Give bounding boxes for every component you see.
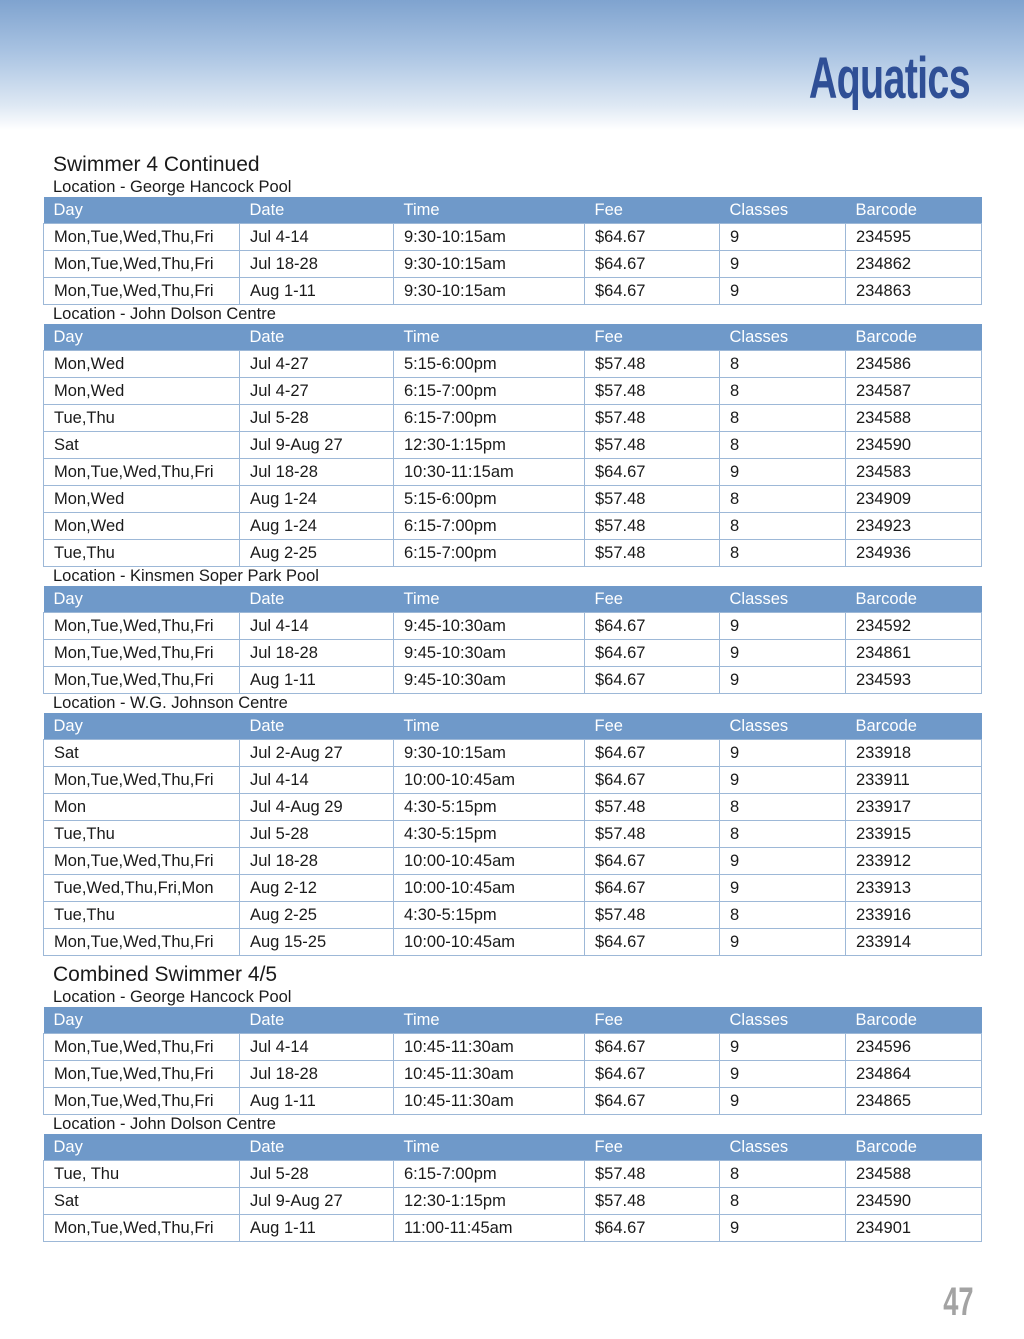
section-title: Combined Swimmer 4/5	[53, 963, 278, 986]
cell-barcode: 234596	[846, 1034, 982, 1061]
cell-time: 4:30-5:15pm	[394, 794, 585, 821]
cell-date: Aug 1-24	[240, 513, 394, 540]
schedule-table	[43, 713, 982, 956]
cell-barcode: 234923	[846, 513, 982, 540]
location-label: Location - George Hancock Pool	[53, 178, 292, 196]
cell-day: Mon,Tue,Wed,Thu,Fri	[44, 848, 240, 875]
cell-barcode: 233917	[846, 794, 982, 821]
cell-barcode: 233915	[846, 821, 982, 848]
cell-fee: $64.67	[585, 667, 720, 694]
column-header-fee: Fee	[585, 586, 720, 613]
column-header-time: Time	[394, 197, 585, 224]
cell-fee: $64.67	[585, 929, 720, 956]
column-header-classes: Classes	[720, 1007, 846, 1034]
cell-date: Aug 2-12	[240, 875, 394, 902]
table-row	[44, 1088, 982, 1115]
cell-time: 4:30-5:15pm	[394, 821, 585, 848]
cell-day: Mon,Tue,Wed,Thu,Fri	[44, 459, 240, 486]
cell-classes: 8	[720, 1161, 846, 1188]
cell-barcode: 233918	[846, 740, 982, 767]
cell-fee: $57.48	[585, 902, 720, 929]
cell-barcode: 234590	[846, 1188, 982, 1215]
cell-classes: 9	[720, 1215, 846, 1242]
cell-time: 9:30-10:15am	[394, 224, 585, 251]
cell-barcode: 234901	[846, 1215, 982, 1242]
cell-time: 9:30-10:15am	[394, 251, 585, 278]
cell-time: 9:45-10:30am	[394, 640, 585, 667]
cell-time: 9:30-10:15am	[394, 740, 585, 767]
cell-date: Aug 1-11	[240, 278, 394, 305]
cell-day: Mon,Tue,Wed,Thu,Fri	[44, 613, 240, 640]
column-header-time: Time	[394, 1134, 585, 1161]
cell-time: 5:15-6:00pm	[394, 351, 585, 378]
cell-classes: 9	[720, 667, 846, 694]
cell-date: Aug 15-25	[240, 929, 394, 956]
cell-day: Mon,Tue,Wed,Thu,Fri	[44, 224, 240, 251]
table-row	[44, 667, 982, 694]
cell-date: Jul 5-28	[240, 405, 394, 432]
cell-date: Jul 4-14	[240, 224, 394, 251]
cell-barcode: 234936	[846, 540, 982, 567]
cell-day: Tue,Wed,Thu,Fri,Mon	[44, 875, 240, 902]
cell-barcode: 234590	[846, 432, 982, 459]
cell-barcode: 234863	[846, 278, 982, 305]
column-header-barcode: Barcode	[846, 324, 982, 351]
cell-barcode: 234862	[846, 251, 982, 278]
cell-time: 12:30-1:15pm	[394, 1188, 585, 1215]
cell-classes: 8	[720, 821, 846, 848]
column-header-day: Day	[44, 324, 240, 351]
column-header-barcode: Barcode	[846, 586, 982, 613]
cell-classes: 8	[720, 486, 846, 513]
cell-day: Mon,Tue,Wed,Thu,Fri	[44, 640, 240, 667]
cell-time: 12:30-1:15pm	[394, 432, 585, 459]
cell-date: Jul 18-28	[240, 459, 394, 486]
table-row	[44, 848, 982, 875]
column-header-classes: Classes	[720, 197, 846, 224]
cell-day: Sat	[44, 1188, 240, 1215]
column-header-date: Date	[240, 713, 394, 740]
table-row	[44, 486, 982, 513]
cell-classes: 9	[720, 740, 846, 767]
column-header-fee: Fee	[585, 1134, 720, 1161]
table-row	[44, 767, 982, 794]
cell-time: 6:15-7:00pm	[394, 405, 585, 432]
table-row	[44, 794, 982, 821]
cell-classes: 9	[720, 278, 846, 305]
cell-barcode: 234587	[846, 378, 982, 405]
cell-date: Aug 1-11	[240, 667, 394, 694]
cell-time: 6:15-7:00pm	[394, 378, 585, 405]
table-header-row	[44, 1007, 982, 1034]
cell-classes: 9	[720, 929, 846, 956]
cell-classes: 9	[720, 613, 846, 640]
cell-classes: 9	[720, 848, 846, 875]
column-header-date: Date	[240, 1134, 394, 1161]
table-header-row	[44, 1134, 982, 1161]
cell-barcode: 234861	[846, 640, 982, 667]
cell-date: Jul 4-14	[240, 613, 394, 640]
table-row	[44, 1188, 982, 1215]
cell-fee: $57.48	[585, 432, 720, 459]
cell-date: Jul 2-Aug 27	[240, 740, 394, 767]
cell-date: Aug 2-25	[240, 540, 394, 567]
cell-day: Tue,Thu	[44, 540, 240, 567]
cell-day: Mon,Tue,Wed,Thu,Fri	[44, 1061, 240, 1088]
cell-date: Jul 4-Aug 29	[240, 794, 394, 821]
cell-time: 10:45-11:30am	[394, 1061, 585, 1088]
cell-fee: $64.67	[585, 875, 720, 902]
column-header-classes: Classes	[720, 713, 846, 740]
cell-fee: $57.48	[585, 1161, 720, 1188]
cell-fee: $64.67	[585, 613, 720, 640]
cell-time: 10:45-11:30am	[394, 1034, 585, 1061]
table-row	[44, 224, 982, 251]
cell-barcode: 234909	[846, 486, 982, 513]
cell-date: Jul 5-28	[240, 1161, 394, 1188]
cell-fee: $57.48	[585, 513, 720, 540]
column-header-barcode: Barcode	[846, 713, 982, 740]
cell-day: Tue, Thu	[44, 1161, 240, 1188]
table-row	[44, 902, 982, 929]
schedule-table	[43, 324, 982, 567]
table-row	[44, 1215, 982, 1242]
column-header-fee: Fee	[585, 324, 720, 351]
column-header-time: Time	[394, 1007, 585, 1034]
cell-day: Mon,Tue,Wed,Thu,Fri	[44, 929, 240, 956]
table-row	[44, 613, 982, 640]
cell-barcode: 233911	[846, 767, 982, 794]
schedule-table	[43, 1007, 982, 1115]
cell-barcode: 234864	[846, 1061, 982, 1088]
cell-day: Mon,Wed	[44, 486, 240, 513]
column-header-time: Time	[394, 586, 585, 613]
column-header-fee: Fee	[585, 197, 720, 224]
column-header-time: Time	[394, 713, 585, 740]
table-row	[44, 459, 982, 486]
cell-fee: $64.67	[585, 459, 720, 486]
section-title: Swimmer 4 Continued	[53, 153, 260, 176]
table-header-row	[44, 586, 982, 613]
column-header-day: Day	[44, 1134, 240, 1161]
column-header-day: Day	[44, 197, 240, 224]
cell-classes: 8	[720, 1188, 846, 1215]
cell-day: Mon,Tue,Wed,Thu,Fri	[44, 1088, 240, 1115]
cell-barcode: 233912	[846, 848, 982, 875]
cell-day: Tue,Thu	[44, 902, 240, 929]
cell-day: Sat	[44, 432, 240, 459]
cell-fee: $64.67	[585, 278, 720, 305]
table-row	[44, 640, 982, 667]
table-row	[44, 432, 982, 459]
table-row	[44, 251, 982, 278]
cell-barcode: 234588	[846, 1161, 982, 1188]
table-row	[44, 929, 982, 956]
cell-date: Aug 2-25	[240, 902, 394, 929]
table-header-row	[44, 713, 982, 740]
cell-fee: $57.48	[585, 351, 720, 378]
cell-fee: $64.67	[585, 767, 720, 794]
cell-day: Mon,Tue,Wed,Thu,Fri	[44, 251, 240, 278]
schedule-content	[43, 152, 981, 1242]
cell-time: 6:15-7:00pm	[394, 513, 585, 540]
column-header-date: Date	[240, 586, 394, 613]
table-row	[44, 405, 982, 432]
column-header-barcode: Barcode	[846, 1134, 982, 1161]
table-row	[44, 875, 982, 902]
table-row	[44, 1034, 982, 1061]
cell-barcode: 234595	[846, 224, 982, 251]
cell-classes: 9	[720, 640, 846, 667]
table-row	[44, 821, 982, 848]
cell-classes: 8	[720, 513, 846, 540]
cell-fee: $57.48	[585, 405, 720, 432]
column-header-classes: Classes	[720, 586, 846, 613]
table-row	[44, 378, 982, 405]
cell-classes: 9	[720, 459, 846, 486]
cell-barcode: 233914	[846, 929, 982, 956]
cell-day: Tue,Thu	[44, 405, 240, 432]
cell-day: Mon,Tue,Wed,Thu,Fri	[44, 278, 240, 305]
cell-classes: 8	[720, 540, 846, 567]
cell-fee: $64.67	[585, 1061, 720, 1088]
cell-time: 10:45-11:30am	[394, 1088, 585, 1115]
schedule-table	[43, 1134, 982, 1242]
cell-fee: $64.67	[585, 1088, 720, 1115]
cell-barcode: 234583	[846, 459, 982, 486]
cell-fee: $64.67	[585, 251, 720, 278]
table-row	[44, 540, 982, 567]
cell-classes: 9	[720, 767, 846, 794]
cell-fee: $57.48	[585, 378, 720, 405]
table-row	[44, 1061, 982, 1088]
location-label: Location - W.G. Johnson Centre	[53, 694, 288, 712]
cell-time: 10:30-11:15am	[394, 459, 585, 486]
cell-fee: $64.67	[585, 640, 720, 667]
cell-barcode: 234592	[846, 613, 982, 640]
cell-fee: $64.67	[585, 224, 720, 251]
cell-time: 10:00-10:45am	[394, 875, 585, 902]
cell-date: Jul 4-14	[240, 1034, 394, 1061]
table-header-row	[44, 324, 982, 351]
location-label: Location - Kinsmen Soper Park Pool	[53, 567, 319, 585]
cell-date: Jul 9-Aug 27	[240, 1188, 394, 1215]
cell-classes: 8	[720, 351, 846, 378]
cell-classes: 8	[720, 405, 846, 432]
cell-day: Mon,Tue,Wed,Thu,Fri	[44, 1034, 240, 1061]
table-row	[44, 351, 982, 378]
cell-day: Mon	[44, 794, 240, 821]
column-header-fee: Fee	[585, 1007, 720, 1034]
cell-barcode: 234865	[846, 1088, 982, 1115]
column-header-time: Time	[394, 324, 585, 351]
table-row	[44, 513, 982, 540]
cell-date: Jul 18-28	[240, 251, 394, 278]
cell-fee: $57.48	[585, 821, 720, 848]
cell-day: Mon,Tue,Wed,Thu,Fri	[44, 667, 240, 694]
column-header-date: Date	[240, 197, 394, 224]
location-label: Location - George Hancock Pool	[53, 988, 292, 1006]
column-header-classes: Classes	[720, 1134, 846, 1161]
cell-date: Jul 18-28	[240, 640, 394, 667]
cell-time: 5:15-6:00pm	[394, 486, 585, 513]
cell-fee: $57.48	[585, 486, 720, 513]
cell-day: Mon,Wed	[44, 351, 240, 378]
cell-time: 6:15-7:00pm	[394, 1161, 585, 1188]
cell-classes: 8	[720, 902, 846, 929]
cell-classes: 8	[720, 432, 846, 459]
cell-barcode: 234588	[846, 405, 982, 432]
location-label: Location - John Dolson Centre	[53, 305, 276, 323]
cell-date: Jul 5-28	[240, 821, 394, 848]
location-label: Location - John Dolson Centre	[53, 1115, 276, 1133]
schedule-table	[43, 197, 982, 305]
cell-day: Tue,Thu	[44, 821, 240, 848]
page-number: 47	[942, 1280, 973, 1324]
cell-day: Mon,Tue,Wed,Thu,Fri	[44, 767, 240, 794]
cell-date: Jul 4-27	[240, 378, 394, 405]
cell-time: 10:00-10:45am	[394, 767, 585, 794]
cell-classes: 9	[720, 224, 846, 251]
cell-day: Mon,Wed	[44, 378, 240, 405]
cell-barcode: 233913	[846, 875, 982, 902]
cell-fee: $57.48	[585, 1188, 720, 1215]
cell-time: 9:30-10:15am	[394, 278, 585, 305]
table-row	[44, 278, 982, 305]
table-header-row	[44, 197, 982, 224]
cell-day: Sat	[44, 740, 240, 767]
cell-time: 10:00-10:45am	[394, 848, 585, 875]
cell-fee: $64.67	[585, 1034, 720, 1061]
cell-fee: $64.67	[585, 848, 720, 875]
table-row	[44, 740, 982, 767]
cell-barcode: 234593	[846, 667, 982, 694]
cell-classes: 9	[720, 1034, 846, 1061]
cell-classes: 9	[720, 251, 846, 278]
table-row	[44, 1161, 982, 1188]
cell-date: Jul 18-28	[240, 1061, 394, 1088]
column-header-barcode: Barcode	[846, 1007, 982, 1034]
cell-fee: $64.67	[585, 1215, 720, 1242]
cell-classes: 9	[720, 1088, 846, 1115]
cell-barcode: 233916	[846, 902, 982, 929]
cell-classes: 9	[720, 1061, 846, 1088]
cell-time: 6:15-7:00pm	[394, 540, 585, 567]
cell-fee: $57.48	[585, 540, 720, 567]
cell-date: Aug 1-24	[240, 486, 394, 513]
cell-day: Mon,Tue,Wed,Thu,Fri	[44, 1215, 240, 1242]
cell-classes: 8	[720, 378, 846, 405]
cell-date: Jul 4-27	[240, 351, 394, 378]
cell-time: 9:45-10:30am	[394, 667, 585, 694]
cell-date: Jul 4-14	[240, 767, 394, 794]
cell-day: Mon,Wed	[44, 513, 240, 540]
cell-date: Jul 9-Aug 27	[240, 432, 394, 459]
cell-classes: 8	[720, 794, 846, 821]
cell-time: 11:00-11:45am	[394, 1215, 585, 1242]
column-header-classes: Classes	[720, 324, 846, 351]
cell-time: 4:30-5:15pm	[394, 902, 585, 929]
column-header-date: Date	[240, 324, 394, 351]
cell-fee: $64.67	[585, 740, 720, 767]
column-header-date: Date	[240, 1007, 394, 1034]
cell-date: Aug 1-11	[240, 1215, 394, 1242]
column-header-day: Day	[44, 1007, 240, 1034]
column-header-barcode: Barcode	[846, 197, 982, 224]
cell-barcode: 234586	[846, 351, 982, 378]
column-header-day: Day	[44, 586, 240, 613]
page-title: Aquatics	[808, 46, 970, 111]
cell-time: 10:00-10:45am	[394, 929, 585, 956]
cell-date: Jul 18-28	[240, 848, 394, 875]
cell-classes: 9	[720, 875, 846, 902]
cell-time: 9:45-10:30am	[394, 613, 585, 640]
cell-fee: $57.48	[585, 794, 720, 821]
column-header-fee: Fee	[585, 713, 720, 740]
column-header-day: Day	[44, 713, 240, 740]
cell-date: Aug 1-11	[240, 1088, 394, 1115]
schedule-table	[43, 586, 982, 694]
